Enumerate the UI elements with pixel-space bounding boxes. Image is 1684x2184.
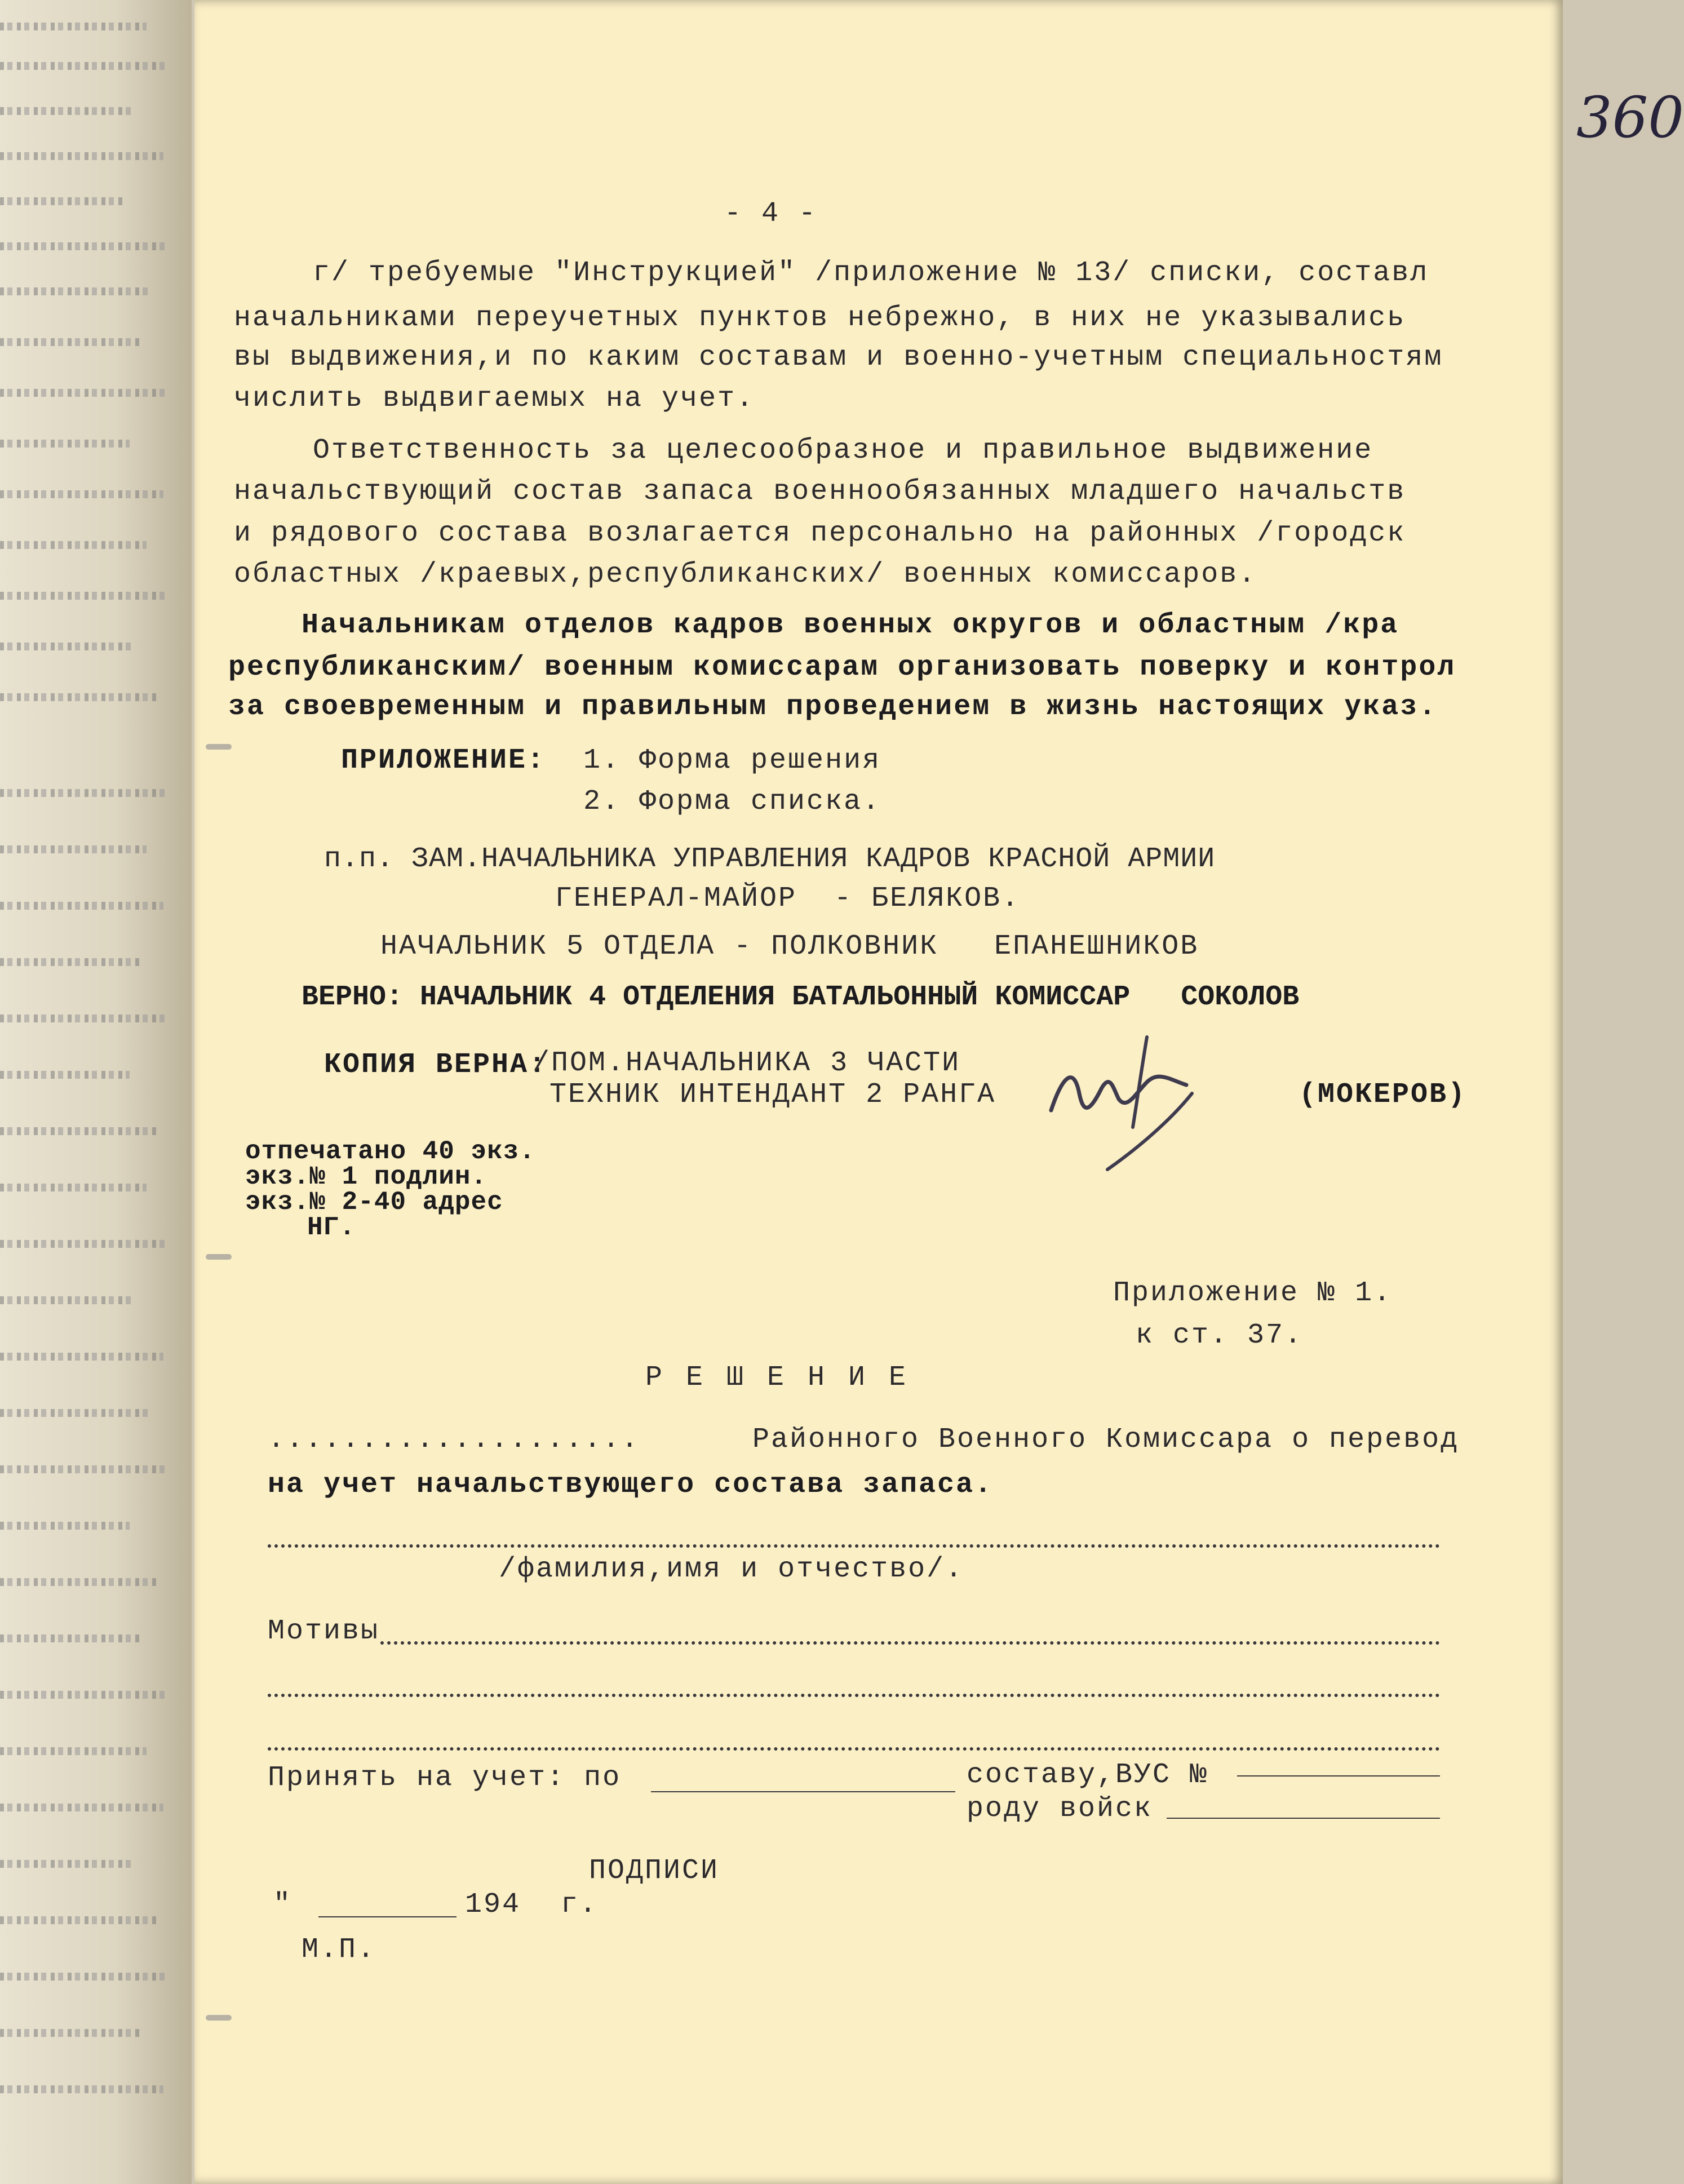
paragraph-line: областных /краевых,республиканских/ военных комиссаров. xyxy=(234,559,1257,591)
attachment-item: 1. Форма решения xyxy=(583,745,881,777)
handwritten-signature xyxy=(1040,1026,1220,1184)
binding-stitch xyxy=(206,744,232,750)
paragraph-line: Начальникам отделов кадров военных округов и областным /кра xyxy=(302,609,1399,641)
paragraph-line: и рядового состава возлагается персонально на районных /городск xyxy=(234,517,1406,550)
signature-label: ПОДПИСИ xyxy=(589,1855,720,1887)
handwritten-page-number: 360 xyxy=(1576,85,1684,150)
attachment-item: 2. Форма списка. xyxy=(583,786,881,818)
binding-stitch xyxy=(206,1254,232,1260)
stamp-label: М.П. xyxy=(302,1934,376,1966)
accept-fill-line xyxy=(651,1791,955,1792)
motives-fill-line xyxy=(380,1641,1440,1645)
form-title: Р Е Ш Е Н И Е xyxy=(645,1362,910,1394)
copy-certifier-rank: ТЕХНИК ИНТЕНДАНТ 2 РАНГА xyxy=(549,1079,996,1111)
print-note: экз.№ 1 подлин. xyxy=(245,1162,488,1191)
motives-fill-line xyxy=(268,1694,1440,1697)
print-note: НГ. xyxy=(307,1213,356,1242)
print-note: экз.№ 2-40 адрес xyxy=(245,1188,503,1217)
year-label: 194 xyxy=(465,1889,521,1921)
form-dots: .................... xyxy=(268,1424,640,1456)
year-suffix: г. xyxy=(561,1889,599,1921)
previous-page-edge xyxy=(0,0,192,2184)
troops-fill-line xyxy=(1167,1818,1440,1819)
copy-certifier-position: /ПОМ.НАЧАЛЬНИКА 3 ЧАСТИ xyxy=(533,1047,961,1079)
paragraph-line: начальствующий состав запаса военнообязанных младшего начальств xyxy=(234,476,1406,508)
appendix-ref: Приложение № 1. xyxy=(1113,1277,1393,1309)
paragraph-line: г/ требуемые "Инструкцией" /приложение № 13/ списки, составл xyxy=(313,257,1429,289)
document-page xyxy=(194,0,1684,2184)
date-quote-mark: " xyxy=(273,1889,293,1921)
motives-label: Мотивы xyxy=(268,1615,380,1647)
copy-certified-label: КОПИЯ ВЕРНА: xyxy=(324,1049,548,1081)
staff-label: составу,ВУС № xyxy=(967,1759,1209,1791)
staff-fill-line xyxy=(1237,1775,1440,1777)
attachments-label: ПРИЛОЖЕНИЕ: xyxy=(341,745,546,777)
page-marker: - 4 - xyxy=(724,198,818,230)
signature-line: ВЕРНО: НАЧАЛЬНИК 4 ОТДЕЛЕНИЯ БАТАЛЬОННЫЙ КОМИССАР СОКОЛОВ xyxy=(302,981,1300,1013)
paragraph-line: начальниками переучетных пунктов небрежно, в них не указывались xyxy=(234,302,1406,334)
signature-line: НАЧАЛЬНИК 5 ОТДЕЛА - ПОЛКОВНИК ЕПАНЕШНИКОВ xyxy=(380,931,1199,963)
signature-line: п.п. ЗАМ.НАЧАЛЬНИКА УПРАВЛЕНИЯ КАДРОВ КРАСНОЙ АРМИИ xyxy=(324,843,1216,875)
paragraph-line: за своевременным и правильным проведением в жизнь настоящих указ. xyxy=(228,691,1438,723)
binding-stitch xyxy=(206,2015,232,2021)
paragraph-line: вы выдвижения,и по каким составам и военно-учетным специальностям xyxy=(234,342,1443,374)
copy-certifier-name: (МОКЕРОВ) xyxy=(1299,1079,1467,1111)
paragraph-line: республиканским/ военным комиссарам организовать поверку и контрол xyxy=(228,652,1456,684)
troops-label: роду войск xyxy=(967,1793,1153,1825)
paragraph-line: Ответственность за целесообразное и правильное выдвижение xyxy=(313,435,1373,467)
accept-label: Принять на учет: по xyxy=(268,1762,622,1794)
signature-line: ГЕНЕРАЛ-МАЙОР - БЕЛЯКОВ. xyxy=(555,883,1021,915)
form-heading-line: на учет начальствующего состава запаса. xyxy=(268,1469,994,1501)
name-fill-line xyxy=(268,1544,1440,1548)
form-heading-line: Районного Военного Комиссара о перевод xyxy=(752,1424,1460,1456)
date-fill-line xyxy=(318,1916,457,1917)
paragraph-line: числить выдвигаемых на учет. xyxy=(234,383,755,415)
print-note: отпечатано 40 экз. xyxy=(245,1137,535,1166)
motives-fill-line xyxy=(268,1747,1440,1751)
appendix-ref: к ст. 37. xyxy=(1136,1319,1304,1352)
name-caption: /фамилия,имя и отчество/. xyxy=(499,1553,964,1585)
